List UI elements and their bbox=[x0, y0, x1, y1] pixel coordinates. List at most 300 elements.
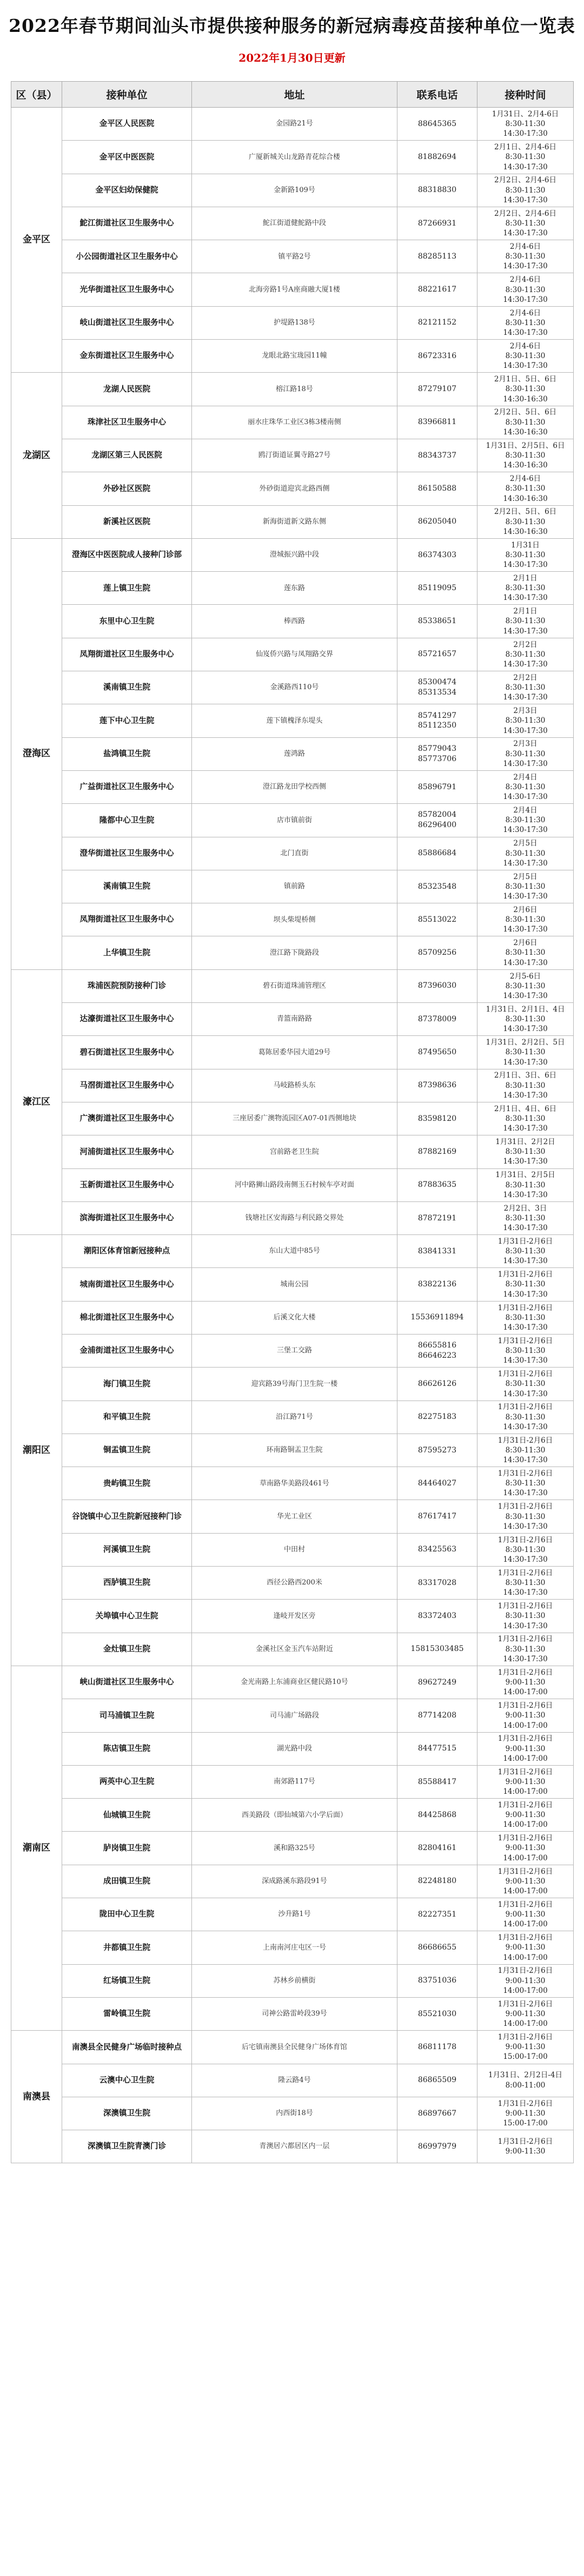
cell-line: 2月1日 bbox=[513, 573, 537, 583]
cell-line: 2月2日、3日 bbox=[503, 1204, 547, 1213]
unit-cell: 上华镇卫生院 bbox=[62, 936, 192, 969]
cell-line: 14:30-17:30 bbox=[503, 1456, 548, 1465]
time-cell bbox=[477, 373, 574, 406]
cell-line: 86811178 bbox=[417, 2042, 457, 2051]
table-row bbox=[11, 2031, 574, 2064]
cell-line: 14:30-17:30 bbox=[503, 195, 548, 204]
unit-cell: 金东街道社区卫生服务中心 bbox=[62, 340, 192, 373]
cell-line: 82121152 bbox=[417, 318, 457, 327]
time-cell bbox=[477, 306, 574, 339]
cell-line: 8:30-11:30 bbox=[505, 1280, 546, 1289]
cell-line: 8:30-11:30 bbox=[505, 1313, 546, 1322]
district-cell: 龙湖区 bbox=[11, 373, 62, 538]
unit-cell: 溪南镇卫生院 bbox=[62, 671, 192, 704]
cell-line: 86997979 bbox=[417, 2142, 457, 2151]
table-row bbox=[11, 207, 574, 240]
cell-line: 88285113 bbox=[417, 252, 457, 261]
phone-cell bbox=[397, 903, 477, 936]
cell-line: 83822136 bbox=[417, 1280, 457, 1289]
cell-line: 1月31日、2月5日 bbox=[495, 1171, 555, 1180]
cell-line: 2月3日 bbox=[513, 739, 537, 749]
time-cell bbox=[477, 704, 574, 737]
phone-cell bbox=[397, 141, 477, 174]
cell-line: 8:30-11:30 bbox=[505, 948, 546, 957]
cell-line: 87883635 bbox=[417, 1180, 457, 1190]
cell-line: 85588417 bbox=[417, 1777, 457, 1786]
time-cell bbox=[477, 605, 574, 638]
time-cell bbox=[477, 1268, 574, 1301]
time-cell bbox=[477, 1865, 574, 1898]
time-cell bbox=[477, 1168, 574, 1201]
phone-cell bbox=[397, 1633, 477, 1666]
phone-cell bbox=[397, 406, 477, 439]
cell-line: 89627249 bbox=[417, 1677, 457, 1687]
address-cell: 南郊路117号 bbox=[192, 1765, 397, 1798]
unit-cell: 凤翔街道社区卫生服务中心 bbox=[62, 903, 192, 936]
cell-line: 85300474 bbox=[417, 678, 457, 687]
cell-line: 83425563 bbox=[417, 1545, 457, 1554]
address-cell: 鸥汀街道证翼寺路27号 bbox=[192, 439, 397, 472]
time-cell bbox=[477, 472, 574, 505]
cell-line: 1月31日-2月6日 bbox=[497, 1535, 553, 1544]
district-cell: 金平区 bbox=[11, 108, 62, 373]
cell-line: 8:30-11:30 bbox=[505, 285, 546, 294]
cell-line: 88318830 bbox=[417, 186, 457, 195]
table-row bbox=[11, 306, 574, 339]
table-row bbox=[11, 1467, 574, 1500]
address-cell: 河中路狮山路段南侧玉石村候车亭对面 bbox=[192, 1168, 397, 1201]
cell-line: 14:30-17:30 bbox=[503, 560, 548, 570]
table-row bbox=[11, 1832, 574, 1865]
address-cell: 金园路21号 bbox=[192, 108, 397, 141]
cell-line: 8:30-11:30 bbox=[505, 318, 546, 327]
table-row bbox=[11, 240, 574, 273]
phone-cell bbox=[397, 1201, 477, 1234]
time-cell bbox=[477, 1334, 574, 1367]
unit-cell: 陇田中心卫生院 bbox=[62, 1898, 192, 1931]
unit-cell: 关埠镇中心卫生院 bbox=[62, 1600, 192, 1633]
cell-line: 8:30-11:30 bbox=[505, 749, 546, 758]
cell-line: 14:00-17:00 bbox=[503, 1986, 548, 1995]
cell-line: 84464027 bbox=[417, 1478, 457, 1488]
cell-line: 82275183 bbox=[417, 1412, 457, 1422]
district-cell: 南澳县 bbox=[11, 2031, 62, 2163]
time-cell bbox=[477, 1069, 574, 1102]
time-cell bbox=[477, 174, 574, 207]
address-cell: 坝头柴堤桥侧 bbox=[192, 903, 397, 936]
cell-line: 8:30-11:30 bbox=[505, 252, 546, 261]
time-cell bbox=[477, 1799, 574, 1832]
phone-cell bbox=[397, 373, 477, 406]
address-cell: 苏林乡前横街 bbox=[192, 1964, 397, 1997]
cell-line: 83966811 bbox=[417, 418, 457, 427]
cell-line: 8:30-11:30 bbox=[505, 849, 546, 858]
cell-line: 9:00-11:30 bbox=[505, 1711, 546, 1720]
cell-line: 14:30-17:30 bbox=[503, 1621, 548, 1630]
unit-cell: 谷饶镇中心卫生院新冠接种门诊 bbox=[62, 1500, 192, 1533]
phone-cell bbox=[397, 2130, 477, 2163]
time-cell bbox=[477, 207, 574, 240]
cell-line: 14:30-17:30 bbox=[503, 162, 548, 171]
address-cell: 华光工业区 bbox=[192, 1500, 397, 1533]
address-cell: 金新路109号 bbox=[192, 174, 397, 207]
unit-cell: 峡山街道社区卫生服务中心 bbox=[62, 1666, 192, 1699]
phone-cell bbox=[397, 969, 477, 1002]
unit-cell: 珠浦医院预防接种门诊 bbox=[62, 969, 192, 1002]
cell-line: 1月31日、2月1日、4日 bbox=[486, 1005, 565, 1014]
unit-cell: 澄海区中医医院成人接种门诊部 bbox=[62, 538, 192, 571]
cell-line: 1月31日-2月6日 bbox=[497, 1701, 553, 1710]
cell-line: 14:30-17:30 bbox=[503, 1290, 548, 1299]
phone-cell bbox=[397, 1666, 477, 1699]
table-row bbox=[11, 1799, 574, 1832]
cell-line: 82804161 bbox=[417, 1844, 457, 1853]
phone-cell bbox=[397, 1931, 477, 1964]
cell-line: 87378009 bbox=[417, 1014, 457, 1023]
time-cell bbox=[477, 1368, 574, 1401]
phone-cell bbox=[397, 737, 477, 770]
address-cell: 沿江路71号 bbox=[192, 1401, 397, 1434]
cell-line: 14:30-17:30 bbox=[503, 1323, 548, 1332]
cell-line: 83372403 bbox=[417, 1611, 457, 1621]
address-cell: 三座居委广澳物流园区A07-01西侧地块 bbox=[192, 1102, 397, 1135]
address-cell: 莲鸿路 bbox=[192, 737, 397, 770]
phone-cell bbox=[397, 1301, 477, 1334]
address-cell: 东山大道中85号 bbox=[192, 1235, 397, 1268]
cell-line: 88645365 bbox=[417, 119, 457, 128]
time-cell bbox=[477, 638, 574, 671]
table-row bbox=[11, 1268, 574, 1301]
table-row bbox=[11, 1865, 574, 1898]
cell-line: 83751036 bbox=[417, 1976, 457, 1985]
unit-cell: 深澳镇卫生院 bbox=[62, 2097, 192, 2130]
cell-line: 14:30-17:30 bbox=[503, 1257, 548, 1266]
unit-cell: 云澳中心卫生院 bbox=[62, 2064, 192, 2097]
table-row bbox=[11, 1401, 574, 1434]
cell-line: 85313534 bbox=[417, 688, 457, 697]
cell-line: 9:00-11:30 bbox=[505, 2009, 546, 2018]
cell-line: 9:00-11:30 bbox=[505, 2043, 546, 2052]
table-row bbox=[11, 1102, 574, 1135]
cell-line: 2月5日 bbox=[513, 839, 537, 848]
cell-line: 14:30-17:30 bbox=[503, 759, 548, 768]
cell-line: 86865509 bbox=[417, 2076, 457, 2085]
phone-cell bbox=[397, 1732, 477, 1765]
time-cell bbox=[477, 1036, 574, 1069]
phone-cell bbox=[397, 240, 477, 273]
cell-line: 9:00-11:30 bbox=[505, 1744, 546, 1753]
cell-line: 2月2日、2月4-6日 bbox=[494, 176, 556, 185]
table-row bbox=[11, 1201, 574, 1234]
time-cell bbox=[477, 572, 574, 605]
unit-cell: 棉北街道社区卫生服务中心 bbox=[62, 1301, 192, 1334]
cell-line: 14:30-17:30 bbox=[503, 1555, 548, 1564]
address-cell: 金光南路上东浦商业区健民路10号 bbox=[192, 1666, 397, 1699]
time-cell bbox=[477, 1235, 574, 1268]
phone-cell bbox=[397, 108, 477, 141]
cell-line: 14:30-16:30 bbox=[503, 394, 548, 404]
phone-cell bbox=[397, 2031, 477, 2064]
cell-line: 8:30-11:30 bbox=[505, 584, 546, 593]
unit-cell: 成田镇卫生院 bbox=[62, 1865, 192, 1898]
address-cell: 环南路铜盂卫生院 bbox=[192, 1434, 397, 1467]
unit-cell: 金平区人民医院 bbox=[62, 108, 192, 141]
cell-line: 14:30-17:30 bbox=[503, 328, 548, 338]
cell-line: 1月31日、2月2日-4日 bbox=[488, 2071, 563, 2080]
cell-line: 83598120 bbox=[417, 1114, 457, 1123]
address-cell: 三堡工交路 bbox=[192, 1334, 397, 1367]
unit-cell: 金灶镇卫生院 bbox=[62, 1633, 192, 1666]
address-cell: 司马浦广场路段 bbox=[192, 1699, 397, 1732]
unit-cell: 南澳县全民健身广场临时接种点 bbox=[62, 2031, 192, 2064]
cell-line: 83841331 bbox=[417, 1246, 457, 1256]
phone-cell bbox=[397, 770, 477, 803]
cell-line: 14:30-17:30 bbox=[503, 1489, 548, 1498]
cell-line: 9:00-11:30 bbox=[505, 1976, 546, 1985]
district-cell: 濠江区 bbox=[11, 969, 62, 1234]
cell-line: 14:30-17:30 bbox=[503, 262, 548, 271]
unit-cell: 仙城镇卫生院 bbox=[62, 1799, 192, 1832]
cell-line: 8:30-11:30 bbox=[505, 782, 546, 791]
cell-line: 2月2日 bbox=[513, 640, 537, 649]
table-row bbox=[11, 538, 574, 571]
table-row bbox=[11, 1235, 574, 1268]
phone-cell bbox=[397, 538, 477, 571]
phone-cell bbox=[397, 1799, 477, 1832]
phone-cell bbox=[397, 1102, 477, 1135]
cell-line: 8:30-11:30 bbox=[505, 352, 546, 361]
phone-cell bbox=[397, 2097, 477, 2130]
cell-line: 87396030 bbox=[417, 981, 457, 990]
address-cell: 榕江路18号 bbox=[192, 373, 397, 406]
unit-cell: 光华街道社区卫生服务中心 bbox=[62, 273, 192, 306]
cell-line: 87617417 bbox=[417, 1512, 457, 1521]
table-row bbox=[11, 1699, 574, 1732]
page-title: 2022年春节期间汕头市提供接种服务的新冠病毒疫苗接种单位一览表 bbox=[9, 15, 575, 36]
address-cell: 湖光路中段 bbox=[192, 1732, 397, 1765]
address-cell: 城南公园 bbox=[192, 1268, 397, 1301]
phone-cell bbox=[397, 837, 477, 870]
cell-line: 14:30-17:30 bbox=[503, 1588, 548, 1597]
address-cell: 青澳居六都居区内一层 bbox=[192, 2130, 397, 2163]
cell-line: 85779043 bbox=[417, 744, 457, 753]
header-address: 地址 bbox=[192, 82, 397, 108]
table-row bbox=[11, 737, 574, 770]
cell-line: 8:30-11:30 bbox=[505, 517, 546, 526]
cell-line: 1月31日-2月6日 bbox=[497, 1800, 553, 1809]
cell-line: 14:30-17:30 bbox=[503, 858, 548, 868]
table-row bbox=[11, 1997, 574, 2030]
cell-line: 1月31日-2月6日 bbox=[497, 2033, 553, 2042]
unit-cell: 澄华街道社区卫生服务中心 bbox=[62, 837, 192, 870]
cell-line: 87595273 bbox=[417, 1445, 457, 1455]
table-row bbox=[11, 373, 574, 406]
table-row bbox=[11, 969, 574, 1002]
cell-line: 14:30-17:30 bbox=[503, 991, 548, 1000]
address-cell: 深成路溪东路段91号 bbox=[192, 1865, 397, 1898]
unit-cell: 玉新街道社区卫生服务中心 bbox=[62, 1168, 192, 1201]
cell-line: 85886684 bbox=[417, 849, 457, 858]
cell-line: 2月2日、2月4-6日 bbox=[494, 209, 556, 218]
cell-line: 9:00-11:30 bbox=[505, 1844, 546, 1853]
cell-line: 14:30-17:30 bbox=[503, 1190, 548, 1199]
cell-line: 8:30-11:30 bbox=[505, 1147, 546, 1157]
phone-cell bbox=[397, 572, 477, 605]
time-cell bbox=[477, 1500, 574, 1533]
cell-line: 8:30-11:30 bbox=[505, 1213, 546, 1223]
cell-line: 14:00-17:00 bbox=[503, 1787, 548, 1796]
phone-cell bbox=[397, 439, 477, 472]
address-cell: 西美路段（即仙城第六小学后面） bbox=[192, 1799, 397, 1832]
cell-line: 8:30-11:30 bbox=[505, 1180, 546, 1190]
cell-line: 8:30-11:30 bbox=[505, 1412, 546, 1422]
table-row bbox=[11, 141, 574, 174]
cell-line: 14:30-17:30 bbox=[503, 1522, 548, 1531]
unit-cell: 河溪镇卫生院 bbox=[62, 1533, 192, 1566]
cell-line: 1月31日-2月6日 bbox=[497, 1403, 553, 1412]
address-cell: 宫前路老卫生院 bbox=[192, 1135, 397, 1168]
time-cell bbox=[477, 1633, 574, 1666]
cell-line: 1月31日-2月6日 bbox=[497, 1502, 553, 1511]
phone-cell bbox=[397, 1500, 477, 1533]
cell-line: 8:30-11:30 bbox=[505, 915, 546, 924]
unit-cell: 珠津社区卫生服务中心 bbox=[62, 406, 192, 439]
phone-cell bbox=[397, 1865, 477, 1898]
cell-line: 14:30-17:30 bbox=[503, 1025, 548, 1034]
table-row bbox=[11, 671, 574, 704]
table-row bbox=[11, 1301, 574, 1334]
time-cell bbox=[477, 2031, 574, 2064]
cell-line: 1月31日、2月2日、5日 bbox=[486, 1038, 565, 1047]
time-cell bbox=[477, 1201, 574, 1234]
time-cell bbox=[477, 538, 574, 571]
unit-cell: 胪岗镇卫生院 bbox=[62, 1832, 192, 1865]
cell-line: 85709256 bbox=[417, 948, 457, 957]
address-cell: 店市镇前街 bbox=[192, 804, 397, 837]
address-cell: 上南南河庄屯区一号 bbox=[192, 1931, 397, 1964]
cell-line: 8:30-11:30 bbox=[505, 617, 546, 626]
time-cell bbox=[477, 340, 574, 373]
cell-line: 9:00-11:30 bbox=[505, 1910, 546, 1919]
table-row bbox=[11, 1135, 574, 1168]
cell-line: 14:30-17:30 bbox=[503, 626, 548, 636]
unit-cell: 潮阳区体育馆新冠接种点 bbox=[62, 1235, 192, 1268]
cell-line: 14:30-17:30 bbox=[503, 1356, 548, 1365]
cell-line: 1月31日-2月6日 bbox=[497, 1303, 553, 1312]
unit-cell: 凤翔街道社区卫生服务中心 bbox=[62, 638, 192, 671]
table-row bbox=[11, 1434, 574, 1467]
table-row bbox=[11, 439, 574, 472]
cell-line: 8:30-11:30 bbox=[505, 484, 546, 493]
cell-line: 14:30-17:30 bbox=[503, 1157, 548, 1166]
time-cell bbox=[477, 903, 574, 936]
cell-line: 14:30-17:30 bbox=[503, 958, 548, 967]
table-row bbox=[11, 1732, 574, 1765]
time-cell bbox=[477, 936, 574, 969]
cell-line: 14:30-17:30 bbox=[503, 693, 548, 702]
table-row bbox=[11, 273, 574, 306]
table-row bbox=[11, 837, 574, 870]
cell-line: 8:00-11:00 bbox=[505, 2080, 546, 2090]
cell-line: 14:30-17:30 bbox=[503, 1124, 548, 1133]
time-cell bbox=[477, 1135, 574, 1168]
table-row bbox=[11, 1368, 574, 1401]
cell-line: 9:00-11:30 bbox=[505, 1811, 546, 1820]
cell-line: 15:00-17:00 bbox=[503, 2119, 548, 2128]
cell-line: 2月6日 bbox=[513, 905, 537, 914]
cell-line: 14:00-17:00 bbox=[503, 1920, 548, 1929]
address-cell: 钱塘社区安海路与利民路交界处 bbox=[192, 1201, 397, 1234]
cell-line: 85323548 bbox=[417, 882, 457, 891]
cell-line: 2月4-6日 bbox=[509, 308, 541, 318]
address-cell: 金溪社区金玉汽车站附近 bbox=[192, 1633, 397, 1666]
cell-line: 8:30-11:30 bbox=[505, 1114, 546, 1123]
cell-line: 86374303 bbox=[417, 550, 457, 559]
cell-line: 1月31日-2月6日 bbox=[497, 1734, 553, 1743]
address-cell: 后溪文化大楼 bbox=[192, 1301, 397, 1334]
cell-line: 14:00-17:00 bbox=[503, 1953, 548, 1962]
cell-line: 86296400 bbox=[417, 821, 457, 830]
cell-line: 85513022 bbox=[417, 915, 457, 924]
cell-line: 84425868 bbox=[417, 1810, 457, 1819]
cell-line: 2月1日、5日、6日 bbox=[494, 375, 557, 384]
cell-line: 88221617 bbox=[417, 285, 457, 294]
phone-cell bbox=[397, 704, 477, 737]
unit-cell: 东里中心卫生院 bbox=[62, 605, 192, 638]
cell-line: 1月31日、2月4-6日 bbox=[492, 109, 559, 118]
time-cell bbox=[477, 1699, 574, 1732]
address-cell: 迎宾路39号海门卫生院一楼 bbox=[192, 1368, 397, 1401]
cell-line: 8:30-11:30 bbox=[505, 385, 546, 394]
unit-cell: 岐山街道社区卫生服务中心 bbox=[62, 306, 192, 339]
address-cell: 莲东路 bbox=[192, 572, 397, 605]
phone-cell bbox=[397, 1334, 477, 1367]
phone-cell bbox=[397, 1168, 477, 1201]
time-cell bbox=[477, 1832, 574, 1865]
cell-line: 1月31日-2月6日 bbox=[497, 1834, 553, 1843]
cell-line: 2月6日 bbox=[513, 939, 537, 948]
unit-cell: 广澳街道社区卫生服务中心 bbox=[62, 1102, 192, 1135]
cell-line: 2月3日 bbox=[513, 706, 537, 716]
cell-line: 83317028 bbox=[417, 1578, 457, 1587]
district-cell: 潮阳区 bbox=[11, 1235, 62, 1666]
cell-line: 14:00-17:00 bbox=[503, 1721, 548, 1730]
cell-line: 8:30-11:30 bbox=[505, 219, 546, 228]
unit-cell: 贵屿镇卫生院 bbox=[62, 1467, 192, 1500]
cell-line: 8:30-11:30 bbox=[505, 153, 546, 162]
unit-cell: 溪南镇卫生院 bbox=[62, 870, 192, 903]
address-cell: 北门直街 bbox=[192, 837, 397, 870]
unit-cell: 深澳镇卫生院青澳门诊 bbox=[62, 2130, 192, 2163]
phone-cell bbox=[397, 505, 477, 538]
table-row bbox=[11, 1500, 574, 1533]
address-cell: 澄城振兴路中段 bbox=[192, 538, 397, 571]
cell-line: 88343737 bbox=[417, 451, 457, 460]
cell-line: 8:30-11:30 bbox=[505, 1644, 546, 1654]
cell-line: 1月31日-2月6日 bbox=[497, 1602, 553, 1611]
cell-line: 8:30-11:30 bbox=[505, 1379, 546, 1389]
phone-cell bbox=[397, 1368, 477, 1401]
cell-line: 14:30-17:30 bbox=[503, 726, 548, 735]
cell-line: 2月1日、2月4-6日 bbox=[494, 143, 556, 152]
cell-line: 85782004 bbox=[417, 810, 457, 820]
phone-cell bbox=[397, 273, 477, 306]
unit-cell: 金浦街道社区卫生服务中心 bbox=[62, 1334, 192, 1367]
unit-cell: 陈店镇卫生院 bbox=[62, 1732, 192, 1765]
cell-line: 85896791 bbox=[417, 782, 457, 791]
address-cell: 龙眼北路宝珑园11幢 bbox=[192, 340, 397, 373]
unit-cell: 红场镇卫生院 bbox=[62, 1964, 192, 1997]
